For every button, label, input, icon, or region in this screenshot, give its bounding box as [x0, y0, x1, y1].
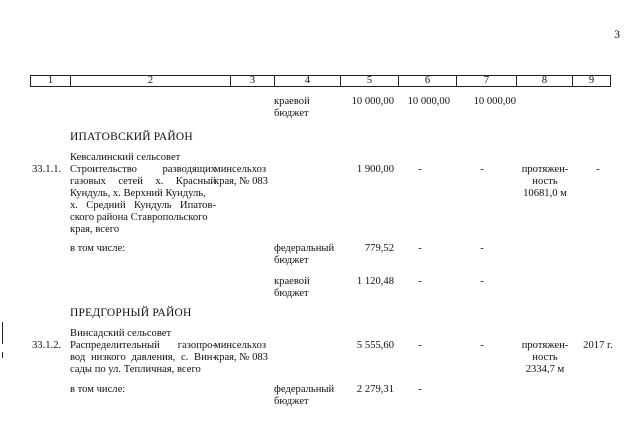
- amount-col5: 779,52: [364, 243, 394, 254]
- column-number: 4: [275, 76, 341, 87]
- funding-source: краевой бюджет: [274, 96, 310, 120]
- amount-col6: -: [418, 384, 422, 395]
- capacity-line: ность: [532, 352, 558, 363]
- amount-col5: 2 279,31: [356, 384, 394, 395]
- amount-col7: -: [480, 340, 484, 351]
- funding-source: краевой бюджет: [274, 276, 310, 300]
- funding-source: федеральный бюджет: [274, 384, 335, 408]
- capacity-line: 10681,0 м: [523, 188, 567, 199]
- column-number: 2: [71, 76, 231, 87]
- amount-col7: -: [480, 164, 484, 175]
- funding-source: федеральный бюджет: [274, 243, 335, 267]
- item-description-line: ского района Ставропольского: [70, 212, 208, 223]
- capacity-line: ность: [532, 176, 558, 187]
- item-description-line: вод низкого давления, с. Вин-: [70, 352, 216, 363]
- capacity-line: протяжен-: [521, 340, 569, 351]
- commissioning-year: 2017 г.: [583, 340, 613, 351]
- amount-col5: 1 120,48: [356, 276, 394, 287]
- region-heading: ИПАТОВСКИЙ РАЙОН: [70, 131, 193, 143]
- amount-col6: 10 000,00: [407, 96, 450, 107]
- commissioning-year: -: [596, 164, 600, 175]
- including-label: в том числе:: [70, 243, 126, 254]
- item-description-line: х. Средний Кундуль Ипатов-: [70, 200, 216, 211]
- scan-mark: [2, 322, 3, 344]
- item-number: 33.1.1.: [32, 164, 62, 175]
- item-description-line: края, всего: [70, 224, 120, 235]
- column-number: 5: [341, 76, 399, 87]
- amount-col5: 1 900,00: [356, 164, 394, 175]
- including-label: в том числе:: [70, 384, 126, 395]
- region-heading: ПРЕДГОРНЫЙ РАЙОН: [70, 307, 192, 319]
- amount-col7: -: [480, 276, 484, 287]
- column-number: 1: [31, 76, 71, 87]
- amount-col6: -: [418, 340, 422, 351]
- executor-line: края, № 083: [214, 176, 268, 187]
- amount-col6: -: [418, 164, 422, 175]
- item-description-line: Строительство разводящих: [70, 164, 216, 175]
- item-number: 33.1.2.: [32, 340, 62, 351]
- item-description-line: Кундуль, х. Верхний Кундуль,: [70, 188, 206, 199]
- column-number-header: [30, 75, 611, 87]
- amount-col6: -: [418, 276, 422, 287]
- item-description-line: Распределительный газопро-: [70, 340, 216, 351]
- scan-mark: [2, 352, 3, 358]
- council-name: Кевсалинский сельсовет: [70, 152, 181, 163]
- capacity-line: 2334,7 м: [525, 364, 565, 375]
- column-number: 9: [573, 76, 611, 87]
- item-description-line: сады по ул. Тепличная, всего: [70, 364, 201, 375]
- amount-col5: 5 555,60: [356, 340, 394, 351]
- capacity-line: протяжен-: [521, 164, 569, 175]
- page-number: 3: [614, 29, 620, 41]
- column-number: 8: [517, 76, 573, 87]
- executor-line: минсельхоз: [214, 164, 267, 175]
- amount-col7: 10 000,00: [473, 96, 516, 107]
- column-number: 3: [231, 76, 275, 87]
- council-name: Винсадский сельсовет: [70, 328, 172, 339]
- executor-line: края, № 083: [214, 352, 268, 363]
- column-number: 6: [399, 76, 457, 87]
- amount-col6: -: [418, 243, 422, 254]
- item-description-line: газовых сетей х. Красный: [70, 176, 216, 187]
- amount-col7: -: [480, 243, 484, 254]
- column-number: 7: [457, 76, 517, 87]
- amount-col5: 10 000,00: [351, 96, 394, 107]
- executor-line: минсельхоз: [214, 340, 267, 351]
